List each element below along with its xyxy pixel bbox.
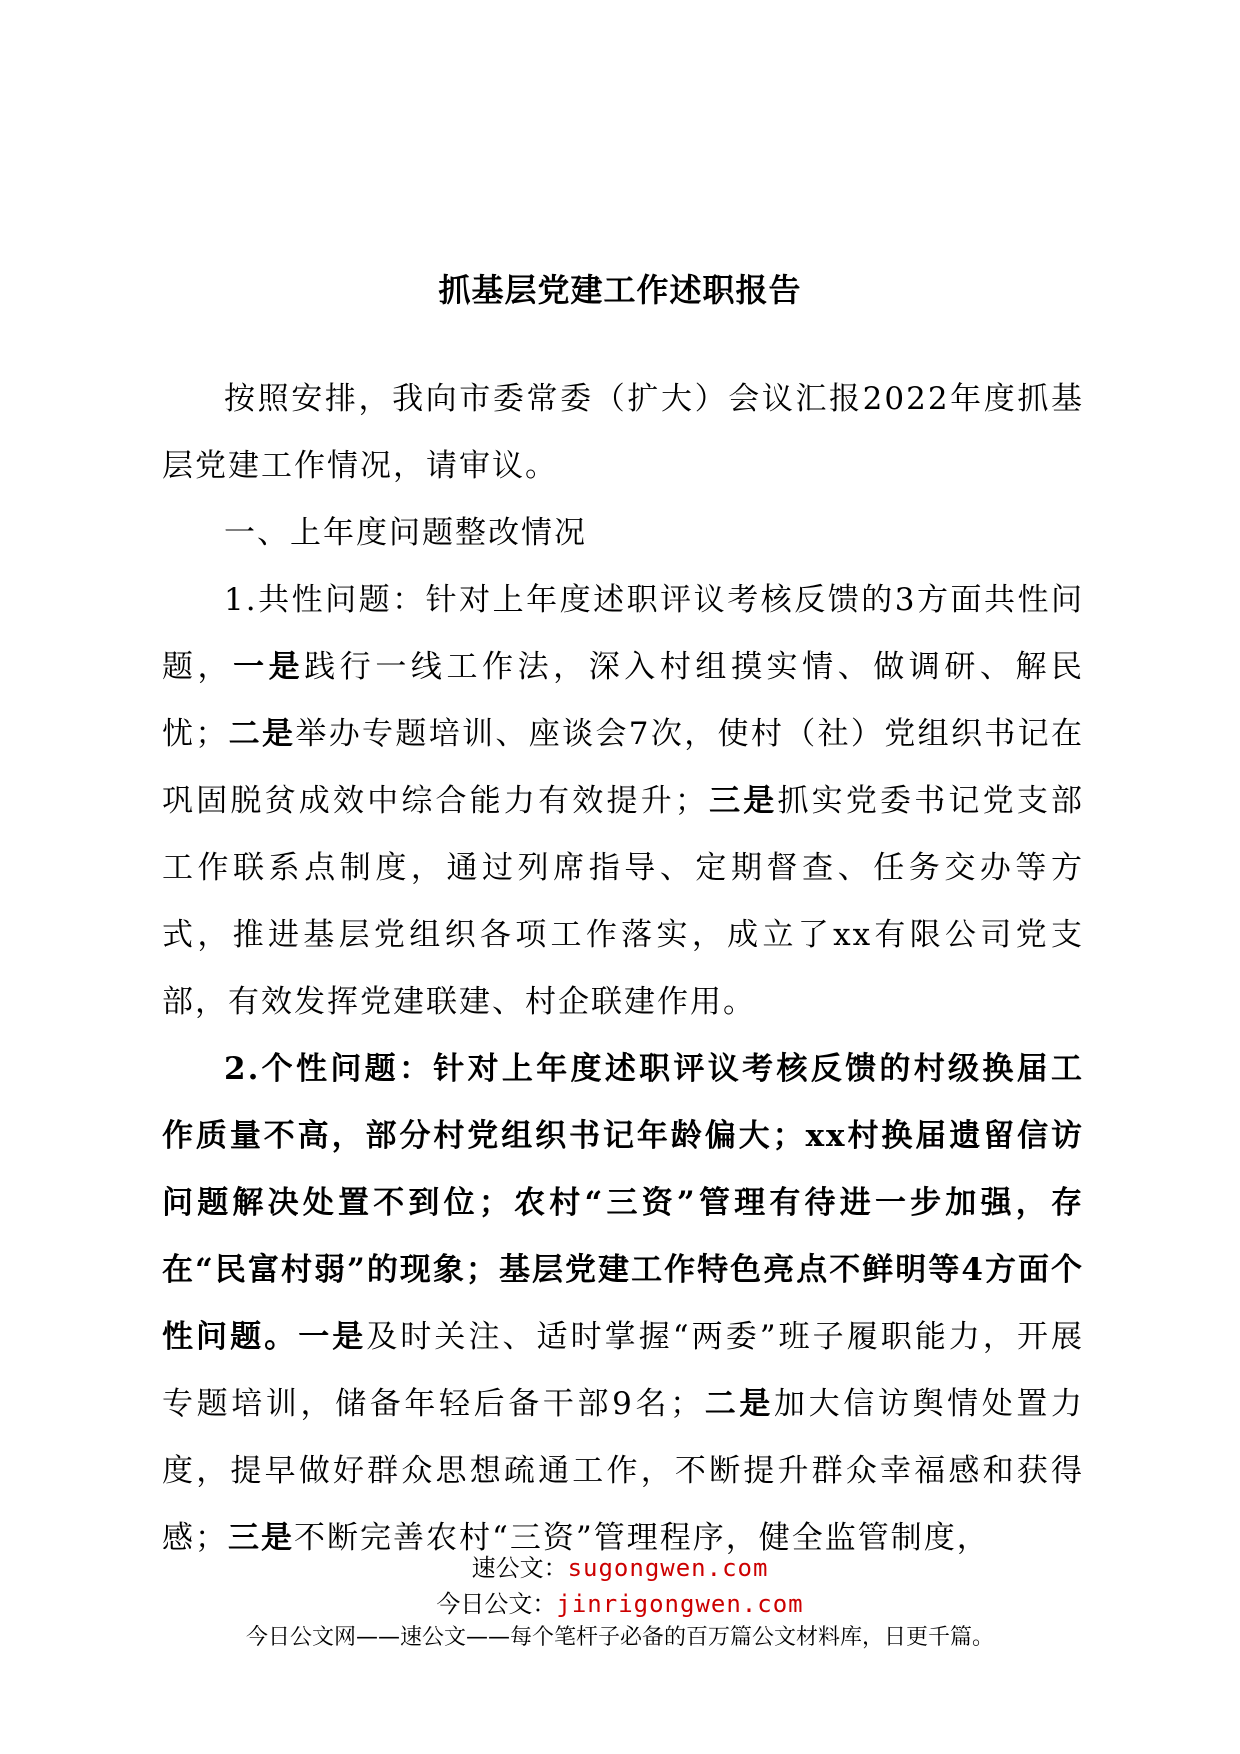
point-text-4: 及时关注、适时掌握“两委”班子履职能力，开展专题培训，储备年轻后备干部9名；: [162, 1319, 1085, 1422]
point-text-6: 不断完善农村“三资”管理程序，健全监管制度，: [294, 1520, 990, 1556]
intro-paragraph: 按照安排，我向市委常委（扩大）会议汇报2022年度抓基层党建工作情况，请审议。: [162, 381, 1084, 484]
point-marker-2: 二是: [228, 716, 296, 752]
footer-label-1: 速公文：: [471, 1554, 568, 1582]
point-marker-6: 三是: [228, 1520, 294, 1556]
point-text-3: 抓实党委书记党支部工作联系点制度，通过列席指导、定期督查、任务交办等方式，推进基层党组织各项工作落实，成立了xx有限公司党支部，有效发挥党建联建、村企联建作用。: [162, 783, 1085, 1020]
point-text-2: 举办专题培训、座谈会7次，使村（社）党组织书记在巩固脱贫成效中综合能力有效提升；: [162, 716, 1084, 819]
footer-link-jinrigongwen[interactable]: jinrigongwen.com: [556, 1590, 804, 1618]
footer-label-2: 今日公文：: [436, 1590, 557, 1618]
point-marker-5: 二是: [703, 1386, 774, 1422]
point-marker-4: 一是: [298, 1319, 367, 1355]
footer-line-sugongwen: [0, 1548, 1240, 1583]
point-text-5: 加大信访舆情处置力度，提早做好群众思想疏通工作，不断提升群众幸福感和获得感；: [162, 1386, 1085, 1556]
common-issues-lead: 1.共性问题：针对上年度述职评议考核反馈的3方面共性问题，: [162, 582, 1084, 685]
section-heading: 一、上年度问题整改情况: [224, 515, 587, 551]
point-text-1: 践行一线工作法，深入村组摸实情、做调研、解民忧；: [162, 649, 1085, 752]
footer-slogan: 今日公文网——速公文——每个笔杆子必备的百万篇公文材料库，日更千篇。: [245, 1625, 994, 1650]
footer-line-jinrigongwen: [0, 1584, 1240, 1619]
individual-issues-lead: 2.个性问题：针对上年度述职评议考核反馈的村级换届工作质量不高，部分村党组织书记年龄偏大；xx村换届遗留信访问题解决处置不到位；农村“三资”管理有待进一步加强，存在“民富村弱”的现象；基层党建工作特色亮点不鲜明等4方面个性问题。: [162, 1051, 1084, 1355]
document-body: [162, 366, 1084, 1572]
individual-issues-paragraph: [162, 1036, 1084, 1572]
document-title: 抓基层党建工作述职报告: [438, 271, 802, 309]
common-issues-paragraph: [162, 567, 1084, 1036]
footer-link-sugongwen[interactable]: sugongwen.com: [567, 1554, 769, 1582]
point-marker-3: 三是: [707, 783, 778, 819]
point-marker-1: 一是: [233, 649, 305, 685]
